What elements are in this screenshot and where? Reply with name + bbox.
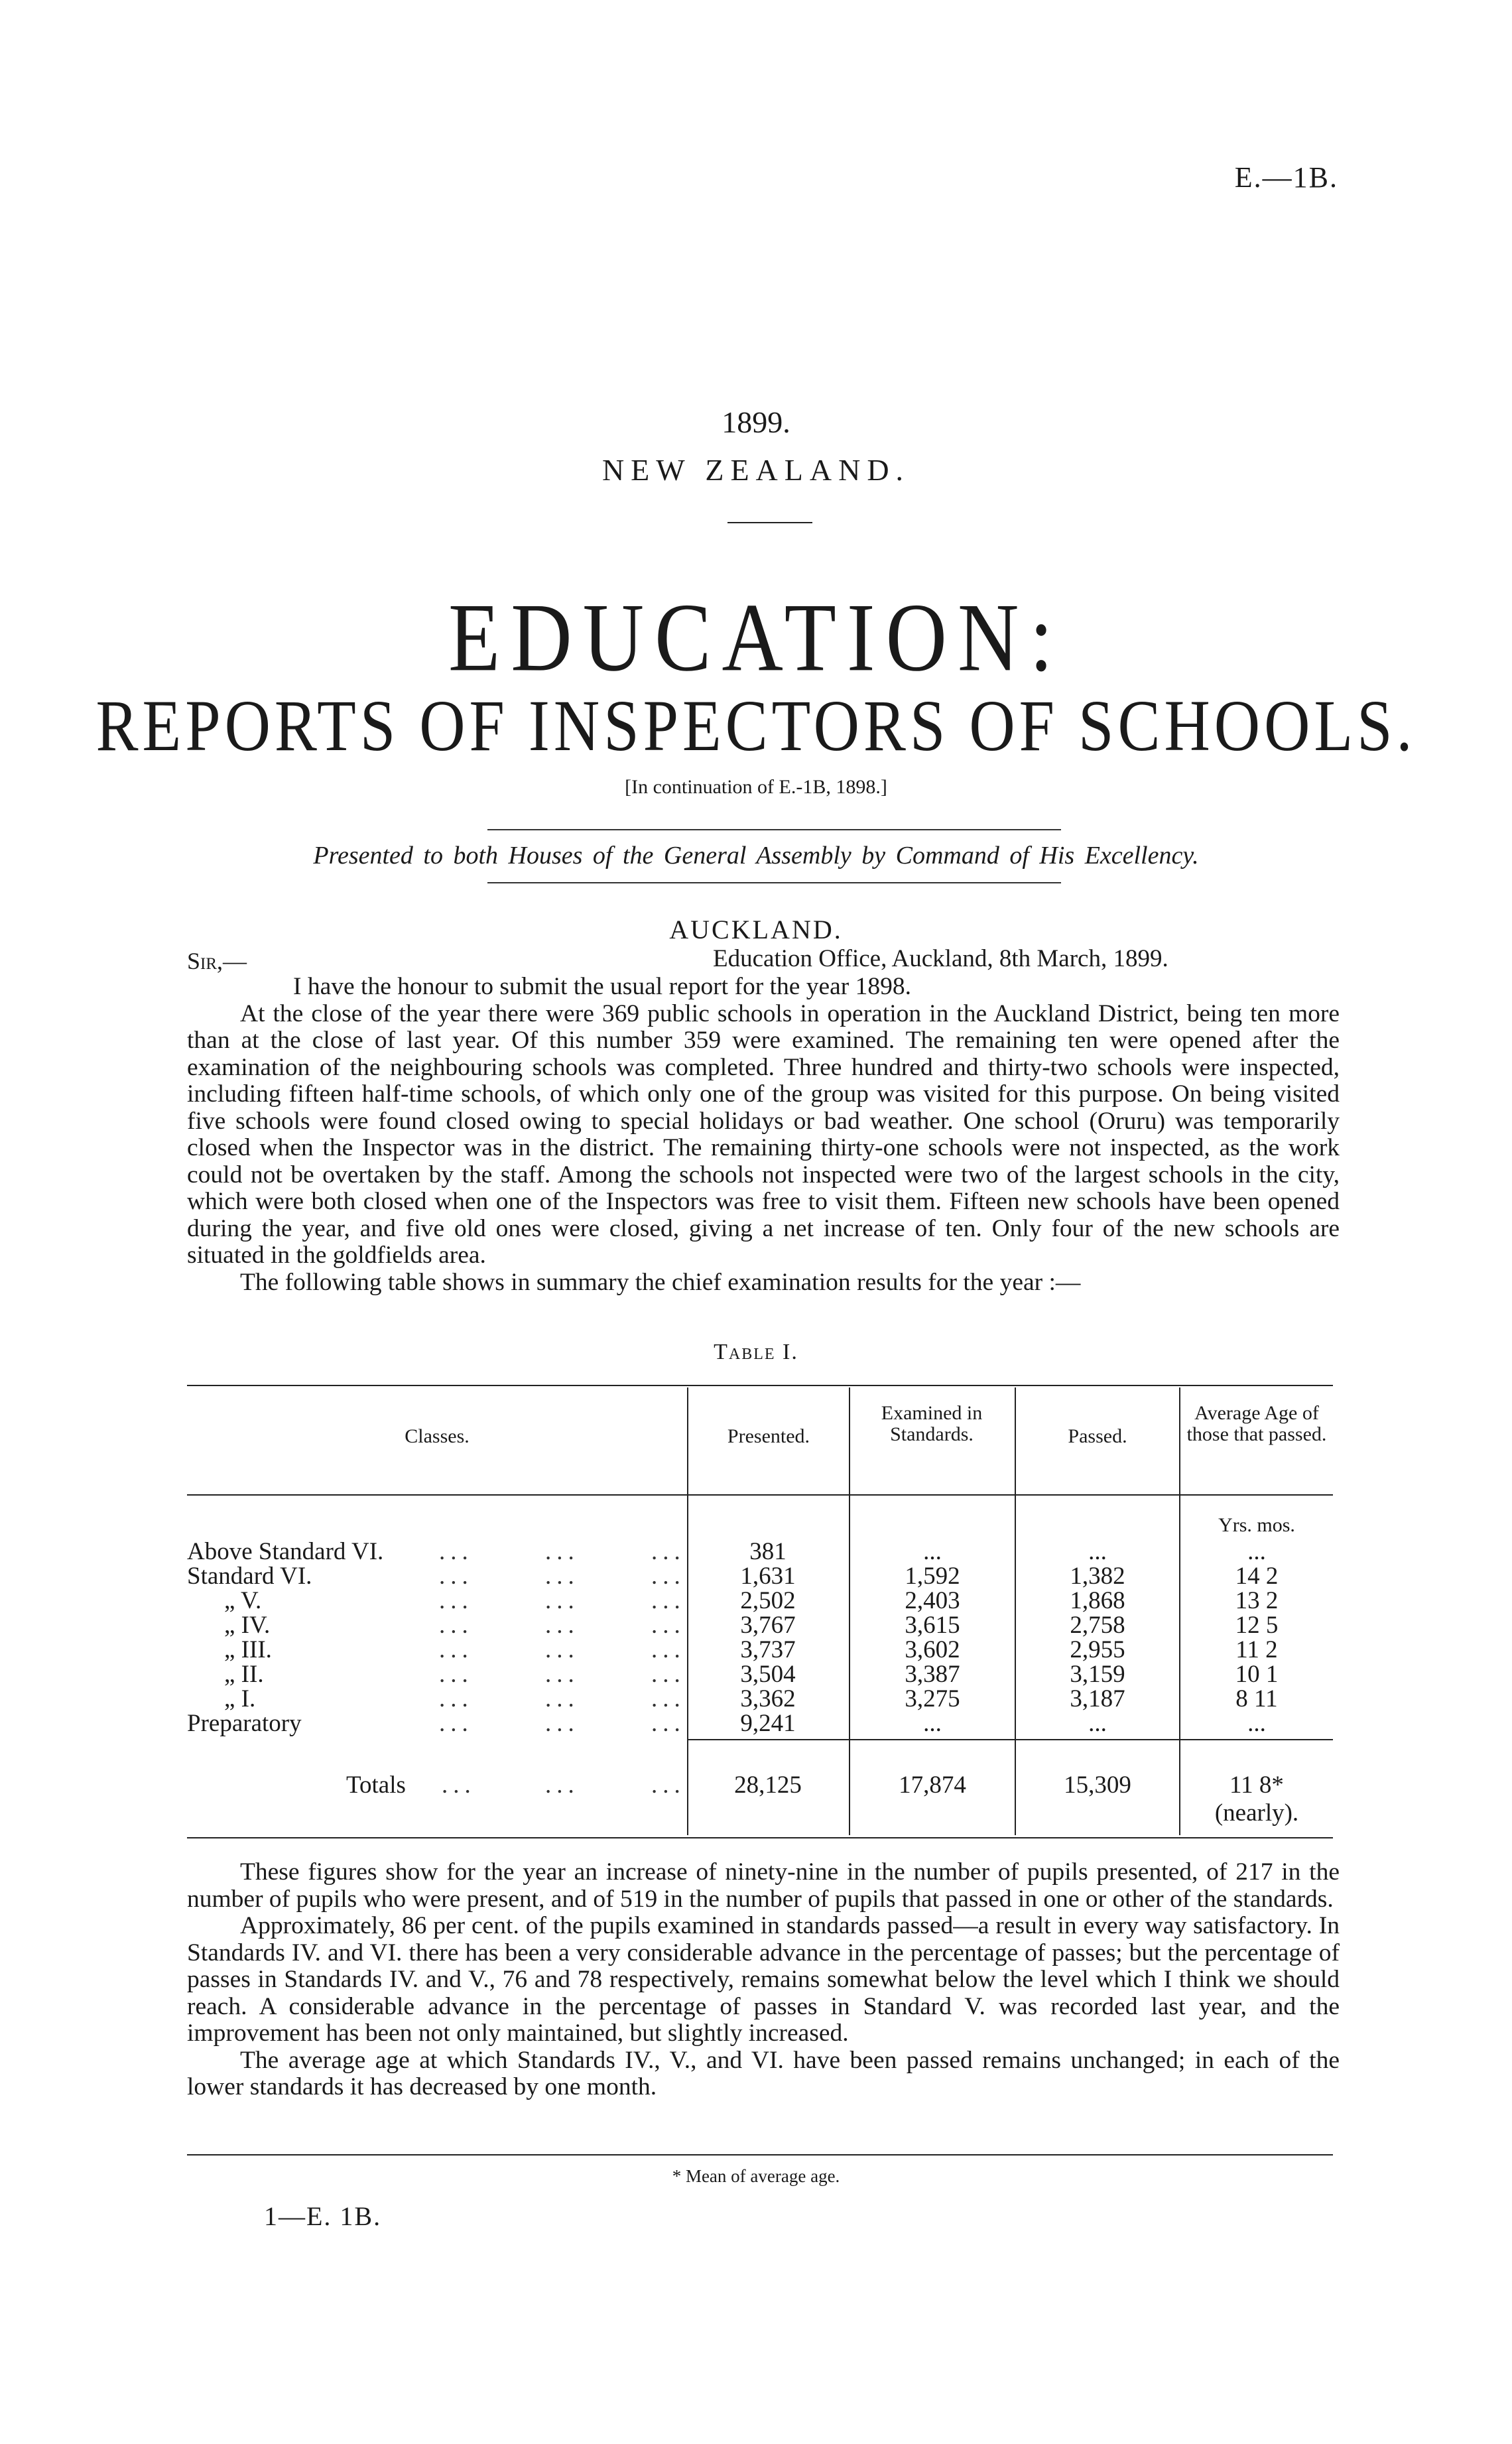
letter-body bbox=[187, 974, 1340, 1296]
totals-label: Totals bbox=[346, 1771, 406, 1799]
leader-dots: ... bbox=[651, 1612, 686, 1639]
paragraph: Approximately, 86 per cent. of the pupils examined in standards passed—a result in every way satisfactory. In Standards IV. and VI. there has been a very considerable advance in the percentage of passes; but the percentage of passes in Standards IV. and V., 76 and 78 respectively, remains somewhat below the level which I think we should reach. A considerable advance in the percentage of passes in Standard V. was recorded last year, and the improvement has been not only maintained, but slightly increased. bbox=[187, 1912, 1340, 2047]
cell-passed: 3,187 bbox=[1070, 1685, 1125, 1712]
footnote-rule bbox=[187, 2154, 1333, 2155]
leader-dots: ... bbox=[545, 1612, 580, 1639]
footnote: * Mean of average age. bbox=[672, 2166, 840, 2186]
cell-age: 8 11 bbox=[1235, 1685, 1278, 1712]
total-age-note: (nearly). bbox=[1214, 1799, 1299, 1827]
presented-line: Presented to both Houses of the General Assembly by Command of His Excellency. bbox=[313, 842, 1199, 869]
cell-presented: 3,767 bbox=[740, 1612, 796, 1639]
cell-presented: 3,504 bbox=[740, 1661, 796, 1688]
office-dateline: Education Office, Auckland, 8th March, 1899. bbox=[713, 945, 1168, 972]
leader-dots: ... bbox=[439, 1685, 473, 1712]
cell-examined: 3,387 bbox=[905, 1661, 960, 1688]
paragraph: At the close of the year there were 369 public schools in operation in the Auckland District, being ten more than at the close of last year. Of this number 359 were examined. The remaining ten were opened after the examination of the neighbouring schools was completed. Three hundred and thirty-two schools were inspected, including fifteen half-time schools, of which only one of the group was visited for this purpose. On being visited five schools were found closed owing to special holidays or bad weather. One school (Oruru) was temporarily closed when the Inspector was in the district. The remaining thirty-one schools were not inspected, as the work could not be overtaken by the staff. Among the schools not inspected were two of the largest schools in the city, which were both closed when one of the Inspectors was free to visit them. Fifteen new schools have been opened during the year, and five old ones were closed, giving a net increase of ten. Only four of the new schools are situated in the goldfields area. bbox=[187, 999, 1340, 1269]
leader-dots: ... bbox=[439, 1538, 473, 1565]
leader-dots: ... bbox=[439, 1612, 473, 1639]
table-row bbox=[187, 1537, 1333, 1565]
cell-examined: ... bbox=[923, 1538, 942, 1565]
cell-passed: 1,382 bbox=[1070, 1563, 1125, 1590]
table-row bbox=[187, 1685, 1333, 1712]
totals-rule bbox=[688, 1739, 1333, 1740]
paragraph: The following table shows in summary the chief examination results for the year :— bbox=[240, 1268, 1081, 1296]
leader-dots: ... bbox=[545, 1636, 580, 1663]
cell-presented: 1,631 bbox=[740, 1563, 796, 1590]
header-classes: Classes. bbox=[405, 1425, 470, 1447]
leader-dots: ... bbox=[651, 1538, 686, 1565]
leader-dots: ... bbox=[439, 1636, 473, 1663]
discussion-body bbox=[187, 1859, 1340, 2101]
cell-age: 12 5 bbox=[1235, 1612, 1279, 1639]
year: 1899. bbox=[722, 405, 790, 439]
leader-dots: ... bbox=[439, 1661, 473, 1688]
leader-dots: ... bbox=[545, 1661, 580, 1688]
divider bbox=[487, 882, 1061, 883]
row-label: Standard VI. bbox=[187, 1563, 312, 1590]
table-row bbox=[187, 1611, 1333, 1639]
total-passed: 15,309 bbox=[1064, 1771, 1131, 1799]
paragraph: I have the honour to submit the usual report for the year 1898. bbox=[293, 973, 912, 1000]
table-caption: Table I. bbox=[714, 1340, 798, 1364]
table-top-rule bbox=[187, 1385, 1333, 1386]
cell-presented: 9,241 bbox=[740, 1710, 796, 1737]
row-label: Above Standard VI. bbox=[187, 1538, 384, 1565]
total-age: 11 8* bbox=[1229, 1771, 1284, 1799]
leader-dots: ... bbox=[545, 1563, 580, 1590]
cell-passed: 2,955 bbox=[1070, 1636, 1125, 1663]
cell-examined: ... bbox=[923, 1710, 942, 1737]
paragraph: These figures show for the year an increase of ninety-nine in the number of pupils presented, of 217 in the number of pupils who were present, and of 519 in the number of pupils that passed in one or other of the standards. bbox=[187, 1858, 1340, 1913]
header-passed: Passed. bbox=[1068, 1425, 1127, 1447]
divider bbox=[487, 829, 1061, 830]
leader-dots: ... bbox=[651, 1563, 686, 1590]
leader-dots: ... bbox=[545, 1685, 580, 1712]
leader-dots: ... bbox=[651, 1661, 686, 1688]
header-examined: Examined in Standards. bbox=[881, 1402, 983, 1445]
country: NEW ZEALAND. bbox=[601, 453, 911, 487]
cell-presented: 2,502 bbox=[740, 1587, 796, 1614]
leader-dots: ... bbox=[439, 1587, 473, 1614]
cell-age: 11 2 bbox=[1235, 1636, 1278, 1663]
row-label: „ IV. bbox=[224, 1612, 271, 1639]
leader-dots: ... bbox=[545, 1587, 580, 1614]
leader-dots: ... bbox=[442, 1771, 476, 1799]
leader-dots: ... bbox=[545, 1710, 580, 1737]
cell-presented: 3,737 bbox=[740, 1636, 796, 1663]
table-bottom-rule bbox=[187, 1837, 1333, 1838]
cell-examined: 3,275 bbox=[905, 1685, 960, 1712]
cell-passed: ... bbox=[1088, 1710, 1107, 1737]
totals-row bbox=[187, 1771, 1333, 1799]
cell-passed: 3,159 bbox=[1070, 1661, 1125, 1688]
leader-dots: ... bbox=[651, 1636, 686, 1663]
cell-examined: 3,615 bbox=[905, 1612, 960, 1639]
page-title: EDUCATION: bbox=[448, 583, 1064, 692]
total-examined: 17,874 bbox=[899, 1771, 966, 1799]
row-label: „ V. bbox=[224, 1587, 262, 1614]
divider bbox=[727, 522, 812, 523]
total-presented: 28,125 bbox=[734, 1771, 802, 1799]
table-row bbox=[187, 1709, 1333, 1737]
region-heading: AUCKLAND. bbox=[669, 915, 843, 944]
table-header-rule bbox=[187, 1494, 1333, 1496]
cell-presented: 381 bbox=[749, 1538, 787, 1565]
cell-examined: 3,602 bbox=[905, 1636, 960, 1663]
header-presented: Presented. bbox=[727, 1425, 810, 1447]
cell-passed: ... bbox=[1088, 1538, 1107, 1565]
leader-dots: ... bbox=[651, 1685, 686, 1712]
cell-presented: 3,362 bbox=[740, 1685, 796, 1712]
cell-age: ... bbox=[1247, 1710, 1266, 1737]
row-label: „ III. bbox=[224, 1636, 272, 1663]
salutation: Sir,— bbox=[187, 948, 247, 974]
cell-age: 13 2 bbox=[1235, 1587, 1279, 1614]
leader-dots: ... bbox=[545, 1771, 580, 1799]
paragraph: The average age at which Standards IV., V., and VI. have been passed remains unchanged; in each of the lower standards it has decreased by one month. bbox=[187, 2046, 1340, 2100]
cell-age: ... bbox=[1247, 1538, 1266, 1565]
table-row bbox=[187, 1636, 1333, 1663]
table-row bbox=[187, 1660, 1333, 1688]
cell-examined: 1,592 bbox=[905, 1563, 960, 1590]
continuation-note: [In continuation of E.-1B, 1898.] bbox=[625, 776, 887, 798]
document-code: E.—1B. bbox=[1234, 161, 1338, 194]
cell-passed: 2,758 bbox=[1070, 1612, 1125, 1639]
cell-examined: 2,403 bbox=[905, 1587, 960, 1614]
row-label: Preparatory bbox=[187, 1710, 302, 1737]
leader-dots: ... bbox=[651, 1587, 686, 1614]
leader-dots: ... bbox=[651, 1771, 686, 1799]
header-age: Average Age of those that passed. bbox=[1186, 1402, 1327, 1445]
leader-dots: ... bbox=[439, 1563, 473, 1590]
page-number: 1—E. 1B. bbox=[264, 2201, 382, 2231]
age-units: Yrs. mos. bbox=[1218, 1514, 1295, 1536]
page-subtitle: REPORTS OF INSPECTORS OF SCHOOLS. bbox=[95, 684, 1417, 767]
row-label: „ II. bbox=[224, 1661, 264, 1688]
cell-age: 14 2 bbox=[1235, 1563, 1279, 1590]
leader-dots: ... bbox=[439, 1710, 473, 1737]
row-label: „ I. bbox=[224, 1685, 256, 1712]
table-row bbox=[187, 1562, 1333, 1590]
cell-age: 10 1 bbox=[1235, 1661, 1279, 1688]
leader-dots: ... bbox=[651, 1710, 686, 1737]
cell-passed: 1,868 bbox=[1070, 1587, 1125, 1614]
leader-dots: ... bbox=[545, 1538, 580, 1565]
table-row bbox=[187, 1586, 1333, 1614]
